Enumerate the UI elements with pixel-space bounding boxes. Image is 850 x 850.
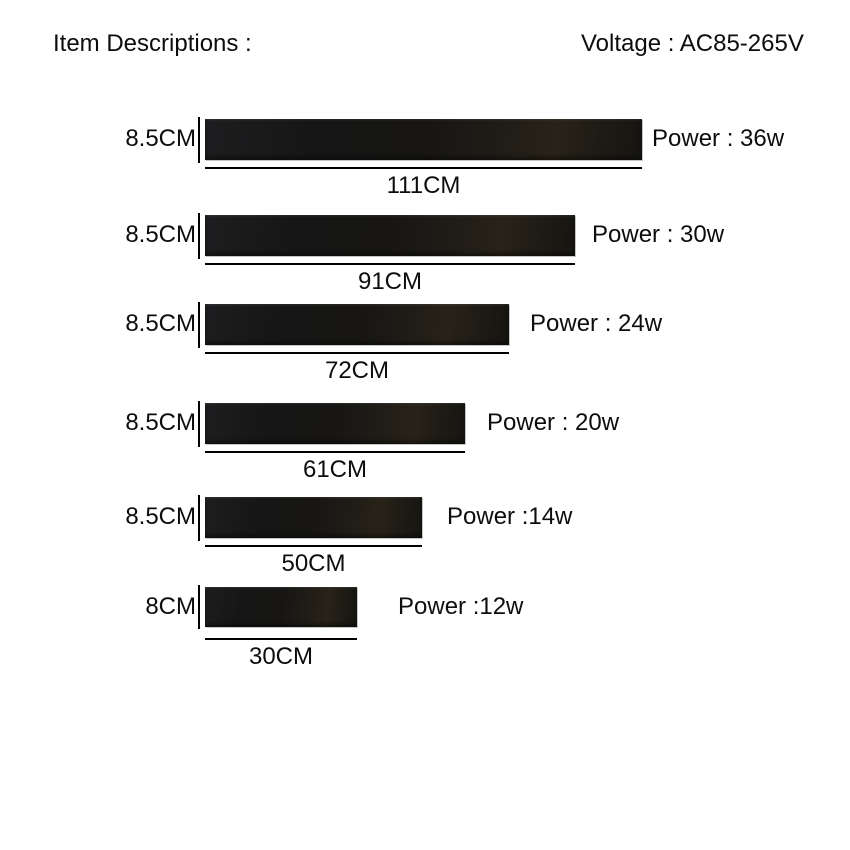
light-bar-image xyxy=(205,403,465,444)
length-dimension-line xyxy=(205,167,642,169)
length-dimension-line xyxy=(205,451,465,453)
length-label: 72CM xyxy=(324,357,390,384)
page-title: Item Descriptions : xyxy=(53,30,252,57)
length-label: 50CM xyxy=(281,550,346,577)
length-label: 91CM xyxy=(357,268,423,295)
height-tick-line xyxy=(198,213,200,259)
height-label: 8.5CM xyxy=(125,310,196,337)
length-label: 30CM xyxy=(248,643,314,670)
height-tick-line xyxy=(198,117,200,163)
height-tick-line xyxy=(198,495,200,541)
length-label: 61CM xyxy=(302,456,368,483)
height-tick-line xyxy=(198,585,200,629)
length-dimension-line xyxy=(205,263,575,265)
power-label: Power : 20w xyxy=(487,409,620,436)
power-label: Power :14w xyxy=(447,503,573,530)
light-bar-image xyxy=(205,587,357,627)
height-label: 8.5CM xyxy=(125,503,196,530)
light-bar-image xyxy=(205,497,422,538)
length-dimension-line xyxy=(205,352,509,354)
length-dimension-line xyxy=(205,545,422,547)
length-label: 111CM xyxy=(386,172,461,199)
height-label: 8.5CM xyxy=(125,409,196,436)
power-label: Power : 36w xyxy=(652,125,785,152)
light-bar-image xyxy=(205,215,575,256)
height-tick-line xyxy=(198,302,200,348)
height-label: 8.5CM xyxy=(125,221,196,248)
height-tick-line xyxy=(198,401,200,447)
power-label: Power : 24w xyxy=(530,310,663,337)
light-bar-image xyxy=(205,304,509,345)
length-dimension-line xyxy=(205,638,357,640)
power-label: Power : 30w xyxy=(592,221,725,248)
light-bar-image xyxy=(205,119,642,160)
height-label: 8CM xyxy=(145,593,196,620)
power-label: Power :12w xyxy=(398,593,524,620)
voltage-label: Voltage : AC85-265V xyxy=(581,30,804,57)
height-label: 8.5CM xyxy=(125,125,196,152)
